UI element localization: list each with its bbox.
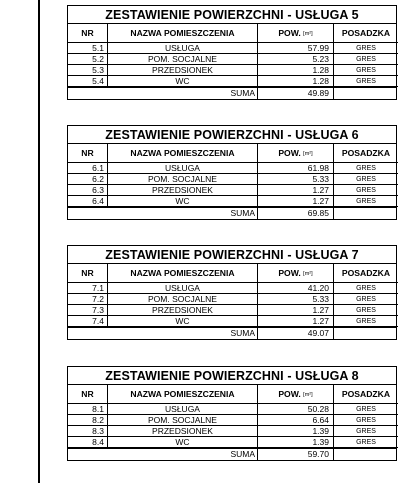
sum-label: SUMA — [68, 88, 258, 99]
row-name: WC — [108, 316, 258, 327]
row-area: 1.27 — [258, 316, 334, 327]
row-name: WC — [108, 437, 258, 448]
sum-blank — [334, 208, 396, 219]
table-grid — [67, 23, 397, 88]
row-floor: GRES — [334, 163, 398, 174]
area-table-usluga-7 — [67, 245, 397, 340]
row-name: USŁUGA — [108, 404, 258, 415]
table-title: ZESTAWIENIE POWIERZCHNI - USŁUGA 6 — [67, 125, 397, 143]
row-nr: 7.2 — [68, 294, 108, 305]
sum-value: 69.85 — [258, 208, 334, 219]
header-name: NAZWA POMIESZCZENIA — [108, 264, 258, 283]
row-nr: 7.3 — [68, 305, 108, 316]
row-area: 57.99 — [258, 43, 334, 54]
row-name: POM. SOCJALNE — [108, 415, 258, 426]
row-nr: 8.2 — [68, 415, 108, 426]
sum-blank — [334, 88, 396, 99]
header-nr: NR — [68, 264, 108, 283]
row-nr: 8.1 — [68, 404, 108, 415]
row-name: POM. SOCJALNE — [108, 54, 258, 65]
row-area: 6.64 — [258, 415, 334, 426]
row-floor: GRES — [334, 404, 398, 415]
row-nr: 6.4 — [68, 196, 108, 207]
area-table-usluga-6 — [67, 125, 397, 220]
row-name: PRZEDSIONEK — [108, 305, 258, 316]
row-floor: GRES — [334, 54, 398, 65]
row-name: PRZEDSIONEK — [108, 185, 258, 196]
row-floor: GRES — [334, 426, 398, 437]
area-table-usluga-5 — [67, 5, 397, 100]
row-name: USŁUGA — [108, 43, 258, 54]
row-floor: GRES — [334, 316, 398, 327]
row-nr: 5.3 — [68, 65, 108, 76]
header-area: POW. [m²] — [258, 385, 334, 404]
header-area: POW. [m²] — [258, 264, 334, 283]
row-floor: GRES — [334, 437, 398, 448]
row-name: PRZEDSIONEK — [108, 426, 258, 437]
sum-row — [67, 328, 397, 340]
header-floor: POSADZKA — [334, 24, 398, 43]
row-floor: GRES — [334, 65, 398, 76]
row-nr: 7.1 — [68, 283, 108, 294]
header-name: NAZWA POMIESZCZENIA — [108, 385, 258, 404]
row-nr: 5.4 — [68, 76, 108, 87]
row-area: 1.28 — [258, 65, 334, 76]
row-floor: GRES — [334, 283, 398, 294]
sum-blank — [334, 449, 396, 460]
table-grid — [67, 143, 397, 208]
header-floor: POSADZKA — [334, 385, 398, 404]
row-nr: 6.3 — [68, 185, 108, 196]
sum-label: SUMA — [68, 328, 258, 339]
header-nr: NR — [68, 385, 108, 404]
row-name: USŁUGA — [108, 283, 258, 294]
row-nr: 5.2 — [68, 54, 108, 65]
row-nr: 7.4 — [68, 316, 108, 327]
row-area: 1.27 — [258, 185, 334, 196]
table-grid — [67, 384, 397, 449]
row-name: POM. SOCJALNE — [108, 174, 258, 185]
row-area: 41.20 — [258, 283, 334, 294]
row-nr: 5.1 — [68, 43, 108, 54]
table-title: ZESTAWIENIE POWIERZCHNI - USŁUGA 5 — [67, 5, 397, 23]
sum-label: SUMA — [68, 449, 258, 460]
row-area: 1.28 — [258, 76, 334, 87]
row-floor: GRES — [334, 76, 398, 87]
table-title: ZESTAWIENIE POWIERZCHNI - USŁUGA 7 — [67, 245, 397, 263]
row-floor: GRES — [334, 185, 398, 196]
sum-blank — [334, 328, 396, 339]
header-nr: NR — [68, 24, 108, 43]
row-name: USŁUGA — [108, 163, 258, 174]
row-floor: GRES — [334, 305, 398, 316]
row-floor: GRES — [334, 415, 398, 426]
row-area: 50.28 — [258, 404, 334, 415]
header-name: NAZWA POMIESZCZENIA — [108, 144, 258, 163]
table-grid — [67, 263, 397, 328]
row-area: 1.39 — [258, 437, 334, 448]
row-area: 1.39 — [258, 426, 334, 437]
page-margin-rule — [38, 0, 40, 483]
row-area: 5.33 — [258, 294, 334, 305]
header-area: POW. [m²] — [258, 144, 334, 163]
sum-value: 49.89 — [258, 88, 334, 99]
table-title: ZESTAWIENIE POWIERZCHNI - USŁUGA 8 — [67, 366, 397, 384]
sum-row — [67, 449, 397, 461]
row-area: 1.27 — [258, 305, 334, 316]
row-nr: 6.2 — [68, 174, 108, 185]
row-nr: 8.4 — [68, 437, 108, 448]
area-table-usluga-8 — [67, 366, 397, 461]
row-area: 5.23 — [258, 54, 334, 65]
row-floor: GRES — [334, 43, 398, 54]
row-floor: GRES — [334, 294, 398, 305]
row-area: 5.33 — [258, 174, 334, 185]
row-area: 1.27 — [258, 196, 334, 207]
row-name: PRZEDSIONEK — [108, 65, 258, 76]
row-name: POM. SOCJALNE — [108, 294, 258, 305]
header-floor: POSADZKA — [334, 264, 398, 283]
row-nr: 6.1 — [68, 163, 108, 174]
header-nr: NR — [68, 144, 108, 163]
sum-value: 49.07 — [258, 328, 334, 339]
header-floor: POSADZKA — [334, 144, 398, 163]
sum-row — [67, 208, 397, 220]
row-area: 61.98 — [258, 163, 334, 174]
sum-value: 59.70 — [258, 449, 334, 460]
header-name: NAZWA POMIESZCZENIA — [108, 24, 258, 43]
row-floor: GRES — [334, 196, 398, 207]
row-nr: 8.3 — [68, 426, 108, 437]
header-area: POW. [m²] — [258, 24, 334, 43]
row-name: WC — [108, 76, 258, 87]
sum-row — [67, 88, 397, 100]
row-floor: GRES — [334, 174, 398, 185]
row-name: WC — [108, 196, 258, 207]
sum-label: SUMA — [68, 208, 258, 219]
